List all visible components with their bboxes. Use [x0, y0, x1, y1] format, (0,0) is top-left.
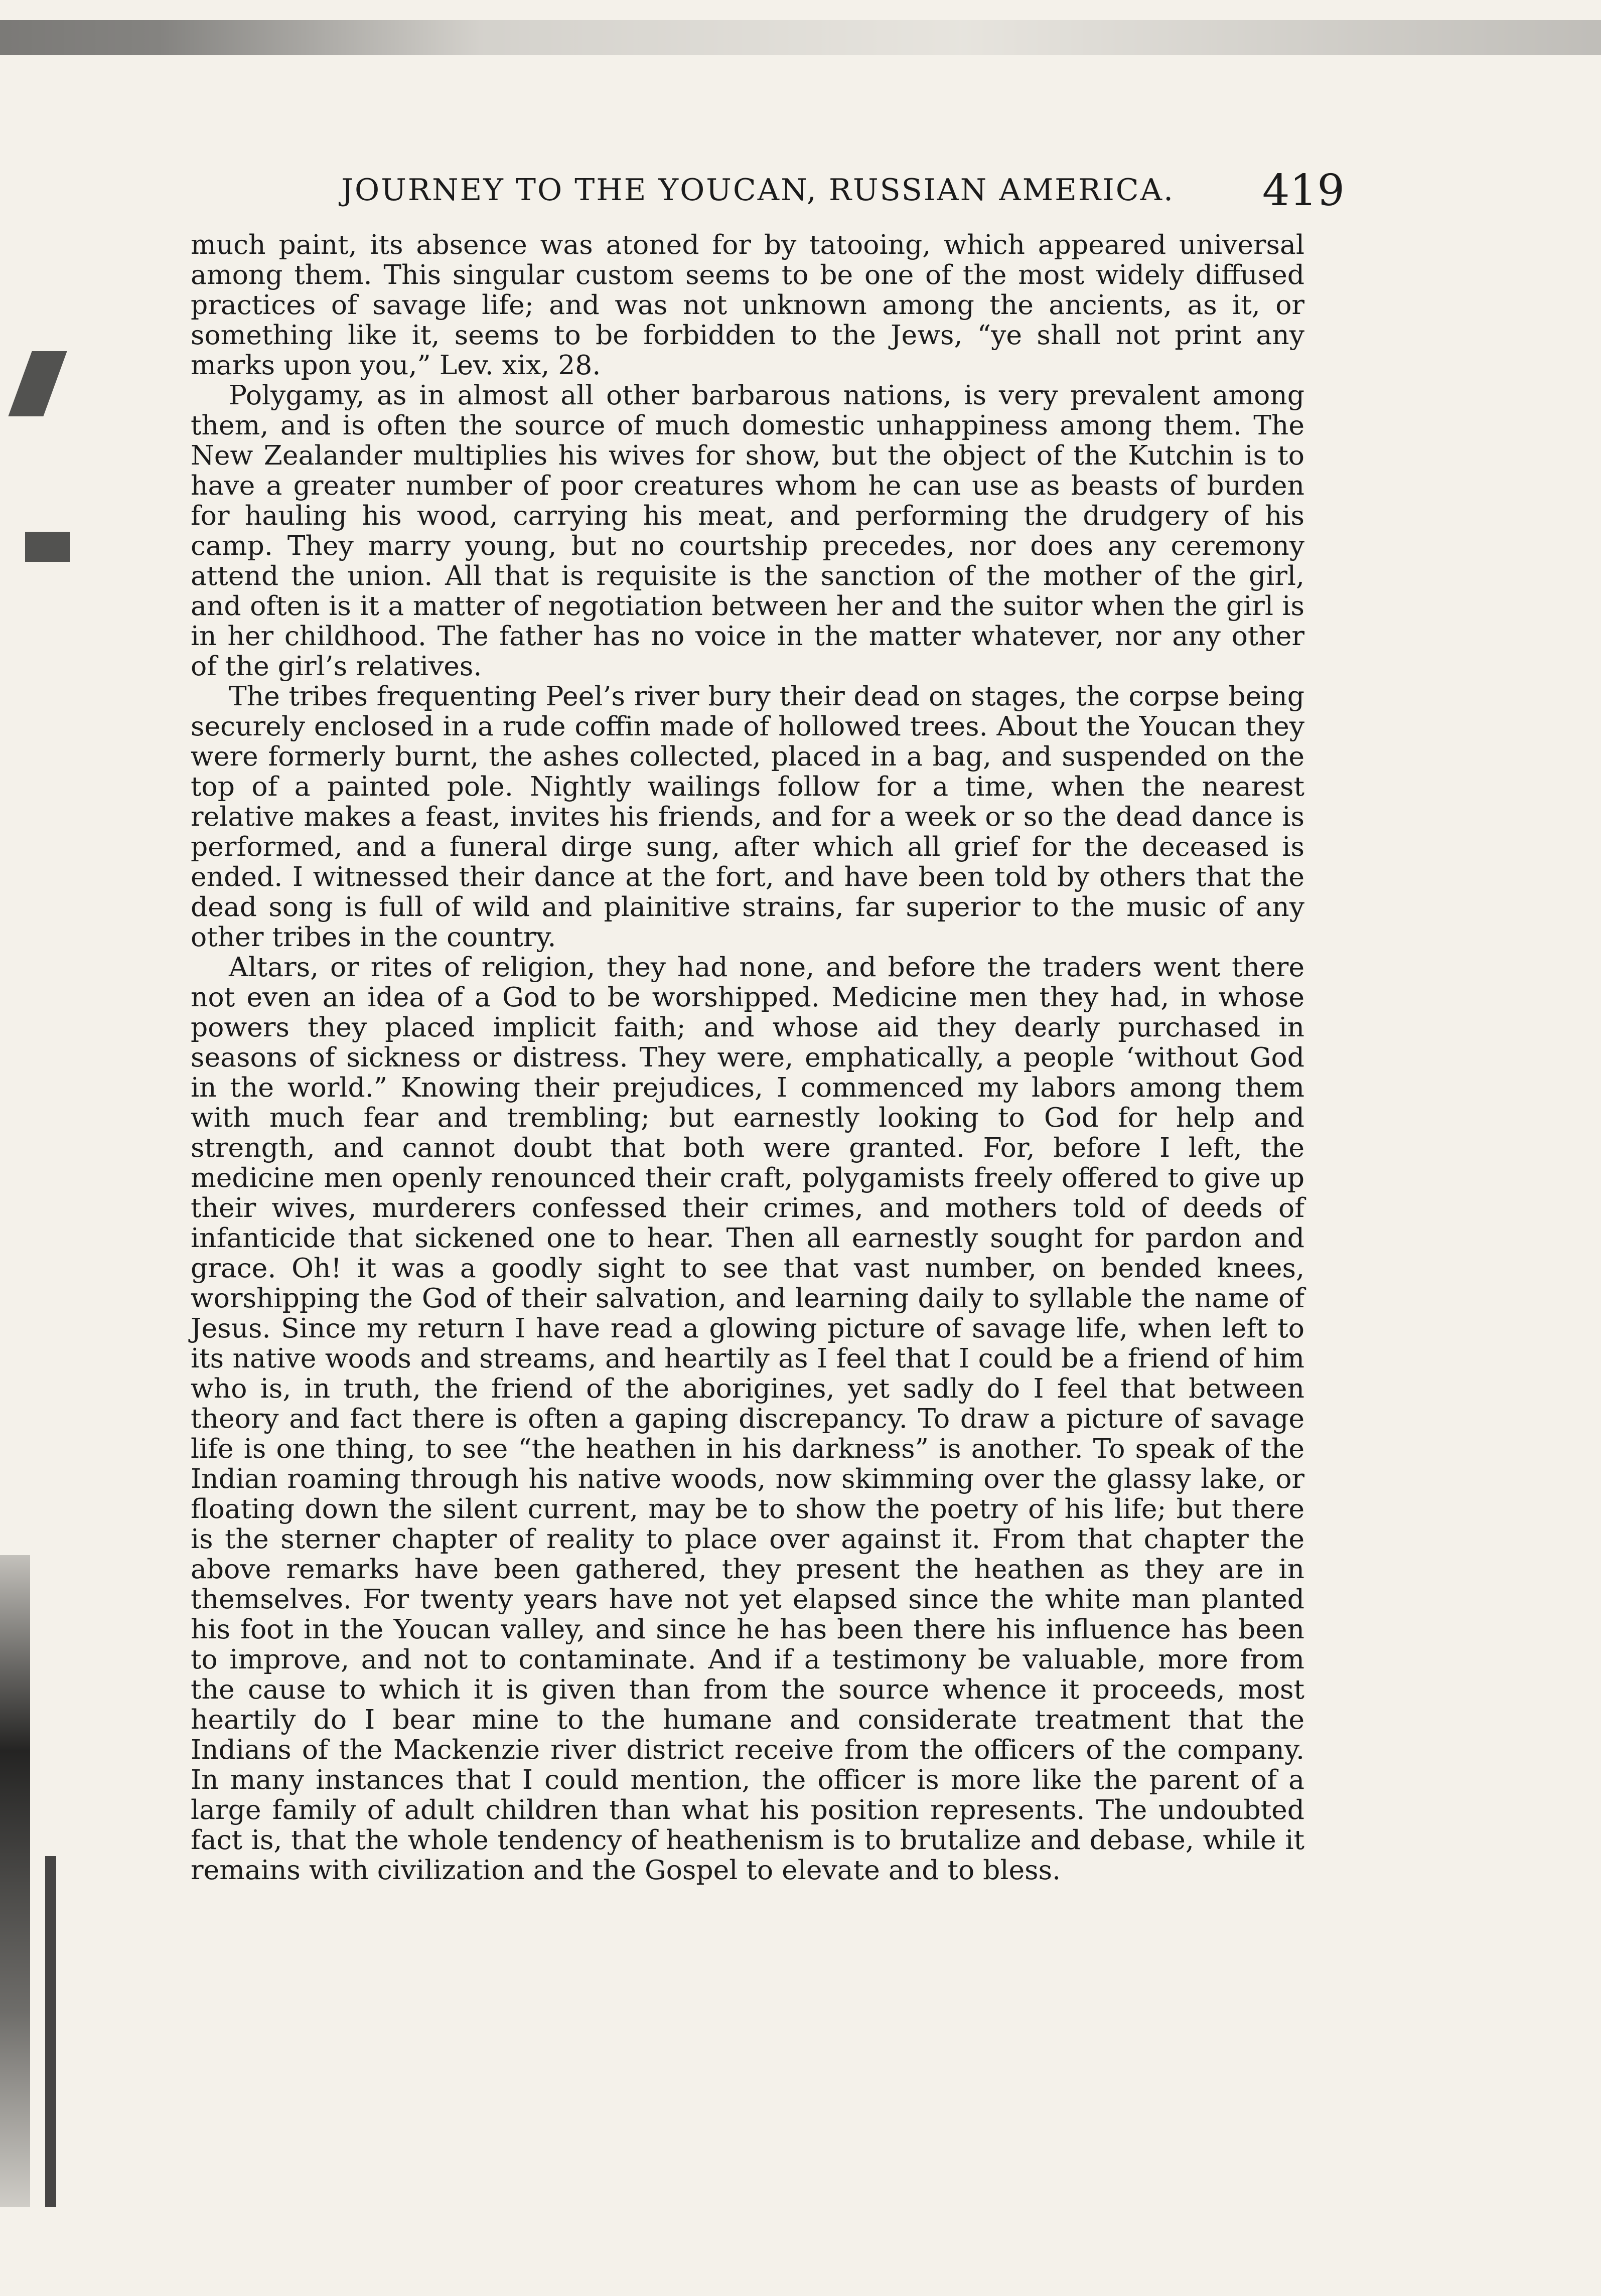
paragraph: much paint, its absence was atoned for by tatooing, which appeared universal among them. This singular custom seems to be one of the most widely diffused practices of savage life; and was not unknown among the ancients, as it, or something like it, seems to be forbidden to the Jews, “ye shall not print any marks upon you,” Lev. xix, 28.	[191, 229, 1304, 381]
paragraph: The tribes frequenting Peel’s river bury their dead on stages, the corpse being securely enclosed in a rude coffin made of hollowed trees. About the Youcan they were formerly burnt, the ashes collected, placed in a bag, and suspended on the top of a painted pole. Nightly wailings follow for a time, when the nearest relative makes a feast, invites his friends, and for a week or so the dead dance is performed, and a funeral dirge sung, after which all grief for the deceased is ended. I witnessed their dance at the fort, and have been told by others that the dead song is full of wild and plainitive strains, far superior to the music of any other tribes in the country.	[191, 680, 1304, 953]
running-head-title: JOURNEY TO THE YOUCAN, RUSSIAN AMERICA.	[341, 173, 1175, 208]
running-head	[191, 166, 1345, 221]
scan-binding-mark	[45, 1856, 56, 2207]
page-number: 419	[1262, 166, 1345, 216]
paragraph: Altars, or rites of religion, they had none, and before the traders went there not even an idea of a God to be worshipped. Medicine men they had, in whose powers they placed implicit faith; and whose aid they dearly purchased in seasons of sickness or distress. They were, emphatically, a people ‘without God in the world.” Knowing their prejudices, I commenced my labors among them with much fear and trembling; but earnestly looking to God for help and strength, and cannot doubt that both were granted. For, before I left, the medicine men openly renounced their craft, polygamists freely offered to give up their wives, murderers confessed their crimes, and mothers told of deeds of infanticide that sickened one to hear. Then all earnestly sought for pardon and grace. Oh! it was a goodly sight to see that vast number, on bended knees, worshipping the God of their salvation, and learning daily to syllable the name of Jesus. Since my return I have read a glowing picture of savage life, when left to its native woods and streams, and heartily as I feel that I could be a friend of him who is, in truth, the friend of the aborigines, yet sadly do I feel that between theory and fact there is often a gaping discrepancy. To draw a picture of savage life is one thing, to see “the heathen in his darkness” is another. To speak of the Indian roaming through his native woods, now skimming over the glassy lake, or floating down the silent current, may be to show the poetry of his life; but there is the sterner chapter of reality to place over against it. From that chapter the above remarks have been gathered, they present the heathen as they are in themselves. For twenty years have not yet elapsed since the white man planted his foot in the Youcan valley, and since he has been there his influence has been to improve, and not to contaminate. And if a testimony be valuable, more from the cause to which it is given than from the source whence it proceeds, most heartily do I bear mine to the humane and considerate treatment that the Indians of the Mackenzie river district receive from the officers of the company. In many instances that I could mention, the officer is more like the parent of a large family of adult children than what his position represents. The undoubted fact is, that the whole tendency of heathenism is to brutalize and debase, while it remains with civilization and the Gospel to elevate and to bless.	[191, 951, 1304, 1886]
scan-left-edge	[0, 1555, 30, 2207]
body-text	[191, 230, 1304, 1885]
paragraph: Polygamy, as in almost all other barbarous nations, is very prevalent among them, and is often the source of much domestic unhappiness among them. The New Zealander multiplies his wives for show, but the object of the Kutchin is to have a greater number of poor creatures whom he can use as beasts of burden for hauling his wood, carrying his meat, and performing the drudgery of his camp. They marry young, but no courtship precedes, nor does any ceremony attend the union. All that is requisite is the sanction of the mother of the girl, and often is it a matter of negotiation between her and the suitor when the girl is in her childhood. The father has no voice in the matter whatever, nor any other of the girl’s relatives.	[191, 379, 1304, 682]
scan-top-edge	[0, 20, 1601, 55]
scan-margin-mark	[25, 532, 70, 562]
scan-margin-mark	[8, 351, 67, 416]
